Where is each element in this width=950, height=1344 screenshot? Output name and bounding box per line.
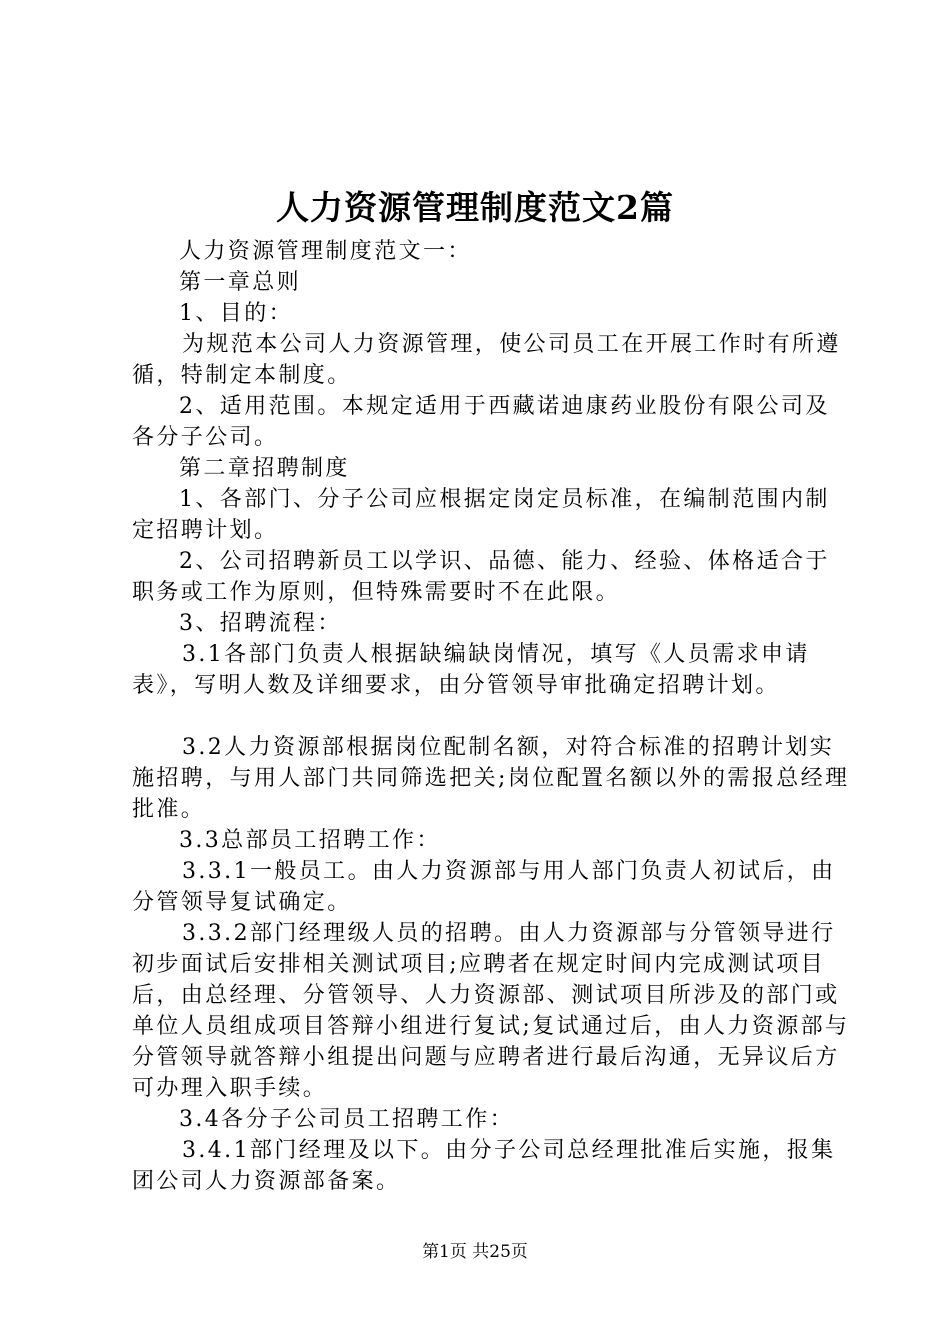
paragraph: 3、招聘流程： — [179, 611, 342, 636]
paragraph: 3.4各分子公司员工招聘工作： — [179, 1107, 514, 1132]
paragraph: 2、适用范围。本规定适用于西藏诺迪康药业股份有限公司及各分子公司。 — [132, 394, 830, 450]
document-title: 人力资源管理制度范文2篇 — [276, 188, 674, 227]
chapter-heading: 第二章招聘制度 — [179, 456, 350, 481]
document-body — [132, 236, 852, 1197]
paragraph: 3.1各部门负责人根据缺编缺岗情况，填写《人员需求申请表》，写明人数及详细要求，由分管领导审批确定招聘计划。 — [132, 642, 810, 698]
paragraph: 3.4.1部门经理及以下。由分子公司总经理批准后实施，报集团公司人力资源部备案。 — [132, 1138, 836, 1194]
paragraph: 1、各部门、分子公司应根据定岗定员标准，在编制范围内制定招聘计划。 — [132, 487, 830, 543]
paragraph: 为规范本公司人力资源管理，使公司员工在开展工作时有所遵循，特制定本制度。 — [132, 332, 841, 388]
paragraph: 3.3.2部门经理级人员的招聘。由人力资源部与分管领导进行初步面试后安排相关测试项目;应聘者在规定时间内完成测试项目后，由总经理、分管领导、人力资源部、测试项目所涉及的部门或单位人员组成项目答辩小组进行复试;复试通过后，由人力资源部与分管领导就答辩小组提出问题与应聘者进行最后沟通，无异议后方可办理入职手续。 — [132, 921, 850, 1101]
paragraph: 3.3.1一般员工。由人力资源部与用人部门负责人初试后，由分管领导复试确定。 — [132, 859, 836, 915]
page-number-footer: 第1页 共25页 — [422, 1242, 528, 1262]
paragraph: 2、公司招聘新员工以学识、品德、能力、经验、体格适合于职务或工作为原则，但特殊需要时不在此限。 — [132, 549, 830, 605]
paragraph: 1、目的： — [179, 301, 293, 326]
paragraph: 3.2人力资源部根据岗位配制名额，对符合标准的招聘计划实施招聘，与用人部门共同筛选把关;岗位配置名额以外的需报总经理批准。 — [132, 735, 850, 822]
chapter-heading: 第一章总则 — [179, 270, 302, 295]
blank-line — [132, 701, 852, 732]
paragraph-intro: 人力资源管理制度范文一： — [179, 239, 472, 264]
paragraph: 3.3总部员工招聘工作： — [179, 828, 441, 853]
